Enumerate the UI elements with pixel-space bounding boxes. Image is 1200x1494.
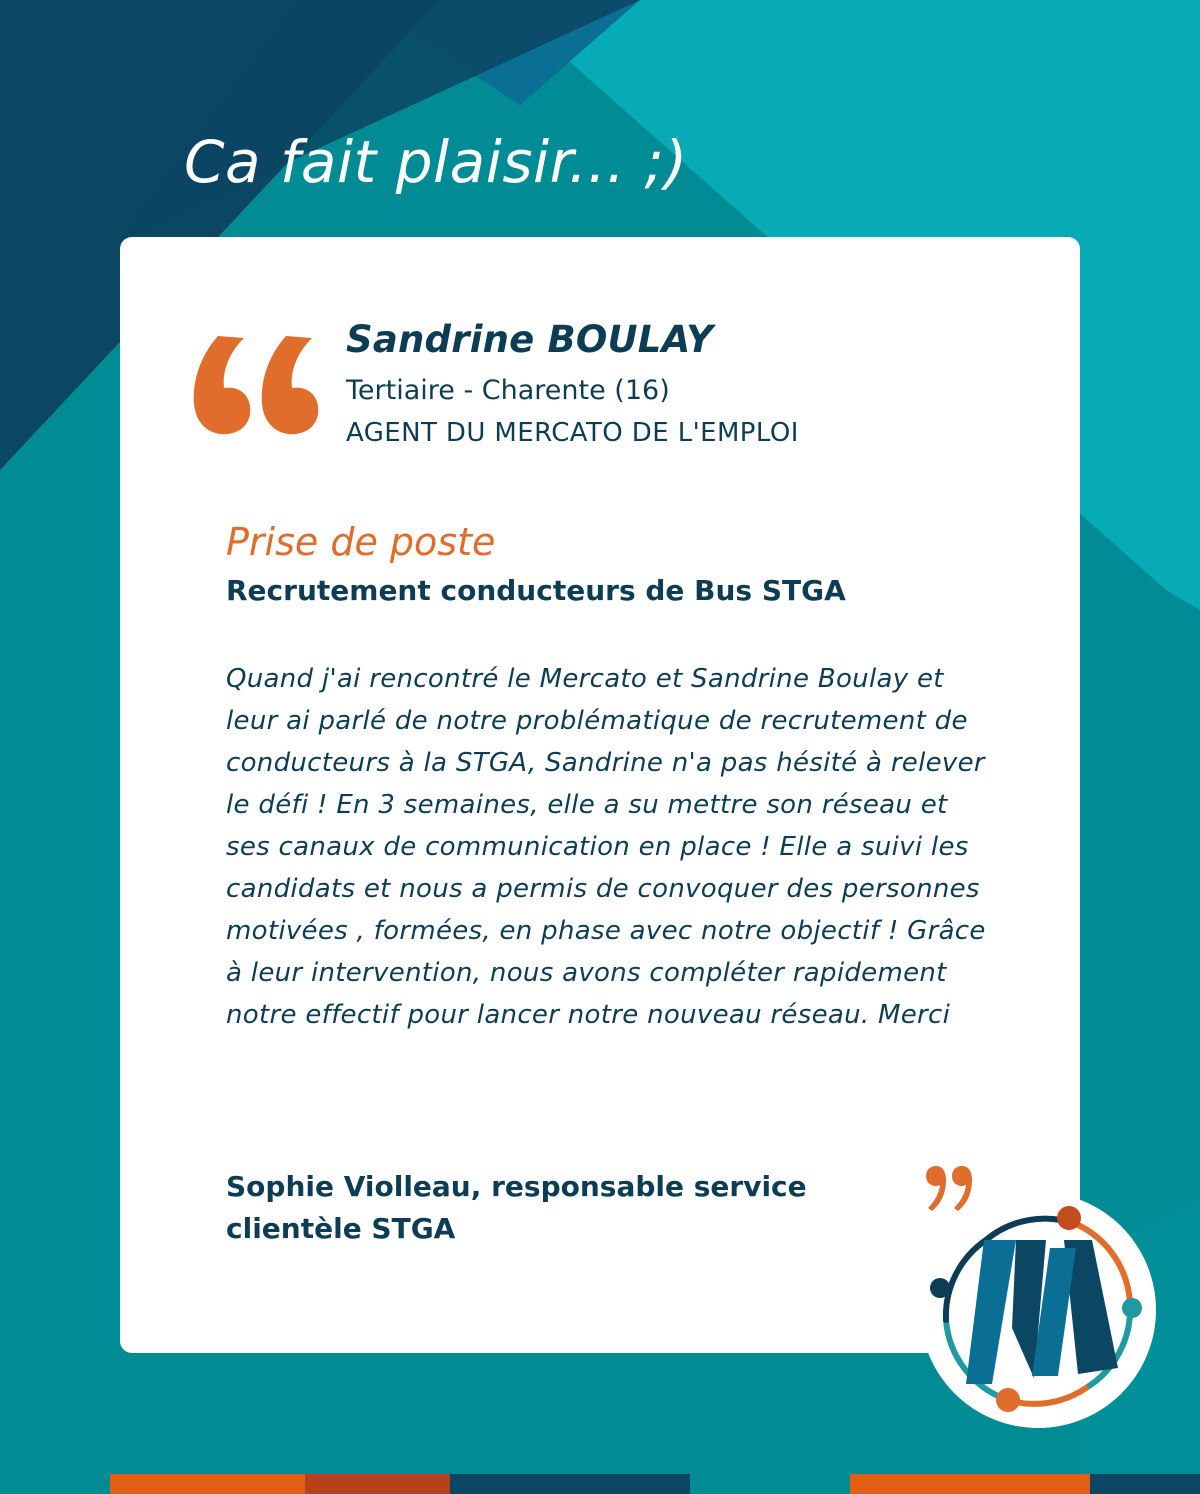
person-sector: Tertiaire - Charente (16) [346,375,670,406]
person-name: Sandrine BOULAY [346,318,714,361]
section-label: Prise de poste [226,520,496,564]
testimonial-text: Quand j'ai rencontré le Mercato et Sandrine Boulay et leur ai parlé de notre problématique de recrutement de conducteurs à la STGA, Sandrine n'a pas hésité à relever le défi ! En 3 semaines, elle a su mettre son réseau et ses canaux de communication en place ! Elle a suivi les candidats et nous a permis de convoquer des personnes motivées , formées, en phase avec notre objectif ! Grâce à leur intervention, nous avons compléter rapidement notre effectif pour lancer notre nouveau réseau. Merci [226,664,986,1030]
person-role: AGENT DU MERCATO DE L'EMPLOI [346,418,799,448]
section-title: Recrutement conducteurs de Bus STGA [226,574,846,607]
open-quote-icon [190,322,322,440]
bottom-color-strip [0,1474,1200,1494]
testimonial-author: Sophie Violleau, responsable service clientèle STGA [226,1170,807,1245]
page-title: Ca fait plaisir... ;) [184,128,688,196]
mercato-logo [916,1188,1160,1432]
